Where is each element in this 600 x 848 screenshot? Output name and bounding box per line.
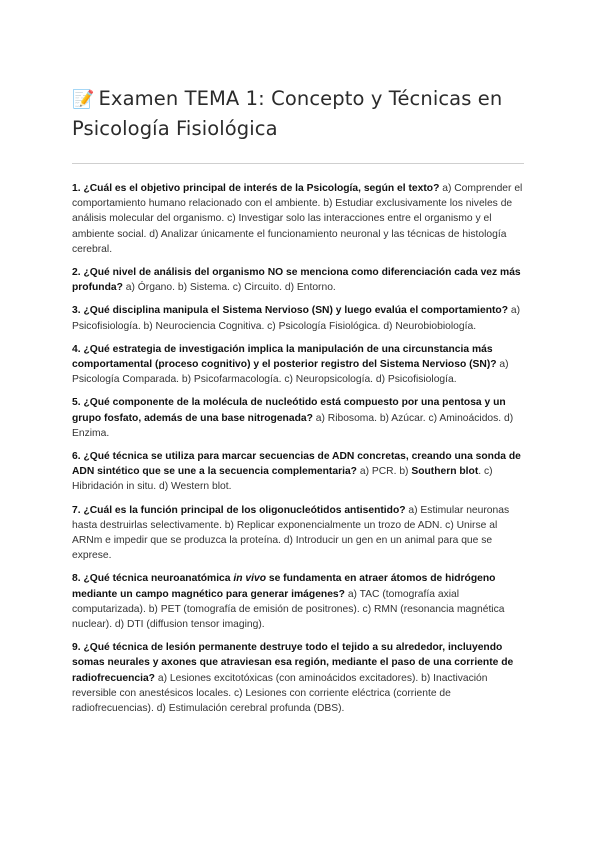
question-2-text: 2. ¿Qué nivel de análisis del organismo NO se menciona como diferenciación cada vez más profunda?: [72, 267, 521, 294]
question-4-options: a) Psicología Comparada. b) Psicofarmacología. c) Neuropsicología. d) Psicofisiología.: [72, 359, 509, 386]
question-5-text: 5. ¿Qué componente de la molécula de nucleótido está compuesto por una pentosa y un grupo fosfato, además de una base nitrogenada?: [72, 397, 506, 424]
question-7-options: a) Estimular neuronas hasta destruirlas selectivamente. b) Replicar exponencialmente un trozo de ADN. c) Unirse al ARNm e impedir que se produzca la proteína. d) Introducir un gen en un animal para que se exprese.: [72, 504, 510, 562]
question-8-text-italic: in vivo: [233, 573, 266, 585]
question-3-text: 3. ¿Qué disciplina manipula el Sistema Nervioso (SN) y luego evalúa el comportamiento?: [72, 305, 509, 317]
question-6-options-start: a) PCR. b): [356, 466, 412, 478]
question-9-text: 9. ¿Qué técnica de lesión permanente destruye todo el tejido a su alrededor, incluyendo somas neurales y axones que atraviesan esa región, mediante el paso de una corriente de radiofrecuencia?: [72, 642, 514, 684]
page-title: [72, 84, 528, 143]
question-8: [72, 571, 528, 632]
question-6: [72, 449, 528, 495]
memo-icon: 📝: [72, 89, 95, 110]
question-8-options: a) TAC (tomografía axial computarizada). b) PET (tomografía de emisión de positrones). c) RMN (resonancia magnética nuclear). d) DTI (diffusion tensor imaging).: [72, 588, 505, 631]
question-7-text: 7. ¿Cuál es la función principal de los oligonucleótidos antisentido?: [72, 504, 406, 516]
question-4-text: 4. ¿Qué estrategia de investigación implica la manipulación de una circunstancia más comportamental (proceso cognitivo) y el posterior registro del Sistema Nervioso (SN)?: [72, 343, 497, 371]
question-2-options: a) Órgano. b) Sistema. c) Circuito. d) Entorno.: [122, 282, 336, 294]
question-6-options-end: . c) Hibridación in situ. d) Western blot.: [72, 466, 493, 493]
question-5-options: a) Ribosoma. b) Azúcar. c) Aminoácidos. d) Enzima.: [72, 412, 514, 439]
title-line-2: Psicología Fisiológica: [72, 117, 278, 140]
question-5: [72, 395, 528, 441]
question-4: [72, 342, 528, 388]
question-6-options-bold: Southern blot: [411, 466, 479, 478]
title-line-1: Examen TEMA 1: Concepto y Técnicas en: [98, 87, 503, 110]
question-6-text: 6. ¿Qué técnica se utiliza para marcar secuencias de ADN concretas, creando una sonda de ADN sintético que se une a la secuencia complementaria?: [72, 451, 521, 478]
question-8-text-end: se fundamenta en atraer átomos de hidrógeno mediante un campo magnético para generar imágenes?: [72, 573, 496, 600]
question-9-options: a) Lesiones excitotóxicas (con aminoácidos excitadores). b) Inactivación reversible con anestésicos locales. c) Lesiones con corriente eléctrica (corriente de radiofrecuencias). d) Estimulación cerebral profunda (DBS).: [72, 672, 488, 715]
question-7: [72, 503, 528, 564]
question-3: [72, 303, 528, 333]
question-9: [72, 640, 528, 716]
question-1-text: 1. ¿Cuál es el objetivo principal de interés de la Psicología, según el texto?: [72, 183, 440, 194]
question-8-text-start: 8. ¿Qué técnica neuroanatómica: [72, 573, 234, 585]
question-1: [72, 181, 528, 257]
question-2: [72, 265, 528, 295]
question-3-options: a) Psicofisiología. b) Neurociencia Cognitiva. c) Psicología Fisiológica. d) Neurobiobiología.: [72, 305, 521, 332]
horizontal-divider: [72, 163, 524, 164]
question-1-options: a) Comprender el comportamiento humano relacionado con el ambiente. b) Estudiar exclusivamente los niveles de análisis molecular del organismo. c) Investigar solo las interacciones entre el organismo y el ambiente social. d) Analizar únicamente el funcionamiento neuronal y las técnicas de histología cerebral.: [72, 183, 523, 255]
